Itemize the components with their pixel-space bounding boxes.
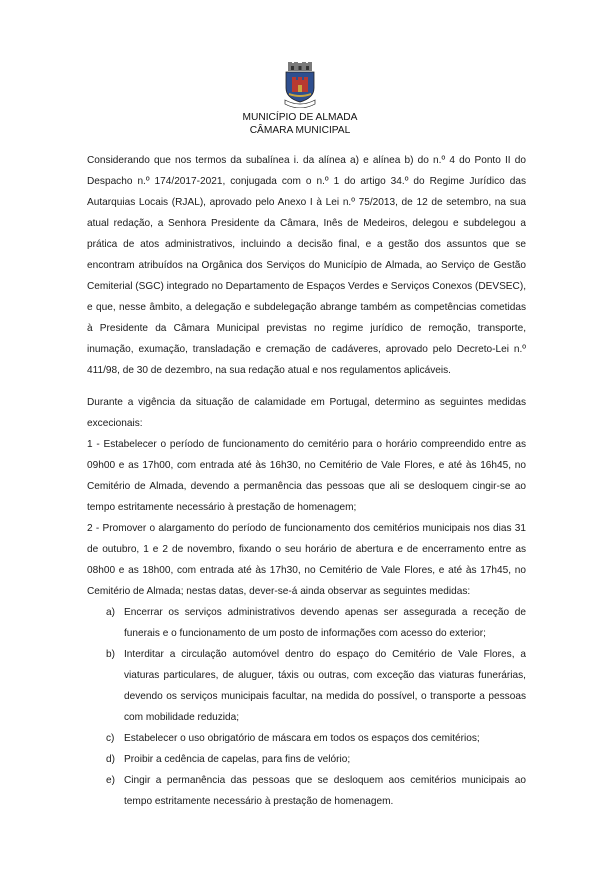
sub-item-a [87,602,526,644]
intro-paragraph: Considerando que nos termos da subalínea i. da alínea a) e alínea b) do n.º 4 do Ponto II do Despacho n.º 174/2017-2021, conjugada com o n.º 1 do artigo 34.º do Regime Jurídico das Autarquias Locais (RJAL), aprovado pelo Anexo I à Lei n.º 75/2013, de 12 de setembro, na sua atual redação, a Senhora Presidente da Câmara, Inês de Medeiros, delegou e subdelegou a prática de atos administrativos, incluindo a decisão final, e a gestão dos assuntos que se encontram atribuídos na Orgânica dos Serviços do Município de Almada, ao Serviço de Gestão Cemiterial (SGC) integrado no Departamento de Espaços Verdes e Serviços Conexos (DEVSEC), e que, nesse âmbito, a delegação e subdelegação abrange também as competências cometidas à Presidente da Câmara Municipal previstas no regime jurídico de remoção, transporte, inumação, exumação, transladação e cremação de cadáveres, aprovado pelo Decreto-Lei n.º 411/98, de 30 de dezembro, na sua redação atual e nos regulamentos aplicáveis. [87,155,526,376]
sub-item-text: Cingir a permanência das pessoas que se desloquem aos cemitérios municipais ao tempo estritamente necessário à prestação de homenagem. [124,775,526,807]
measure-2: 2 - Promover o alargamento do período de funcionamento dos cemitérios municipais nos dias 31 de outubro, 1 e 2 de novembro, fixando o seu horário de abertura e de encerramento entre as 08h00 e as 18h00, com entrada até às 17h30, no Cemitério de Vale Flores, e até às 17h45, no Cemitério de Almada; nestas datas, dever-se-á ainda observar as seguintes medidas: [87,523,526,597]
sub-item-label: d) [106,754,115,765]
sub-item-b [87,644,526,728]
council-name: CÂMARA MUNICIPAL [249,125,351,136]
sub-item-label: a) [106,607,115,618]
municipality-name: MUNICÍPIO DE ALMADA [242,112,358,123]
sub-item-label: c) [106,733,115,744]
sub-item-label: b) [106,649,115,660]
dispatch-body [87,150,526,812]
sub-item-text: Proibir a cedência de capelas, para fins de velório; [124,754,351,765]
municipal-coat-of-arms-icon [281,62,319,108]
sub-item-text: Encerrar os serviços administrativos devendo apenas ser assegurada a receção de funerais e o funcionamento de um posto de informações com acesso do exterior; [124,607,526,639]
sub-item-c [87,728,526,749]
sub-item-e [87,770,526,812]
sub-item-d [87,749,526,770]
sub-item-label: e) [106,775,115,786]
sub-item-text: Estabelecer o uso obrigatório de máscara em todos os espaços dos cemitérios; [124,733,480,744]
determination-paragraph: Durante a vigência da situação de calamidade em Portugal, determino as seguintes medidas excecionais: [87,397,526,429]
measure-1: 1 - Estabelecer o período de funcionamento do cemitério para o horário compreendido entre as 09h00 e as 17h00, com entrada até às 16h30, no Cemitério de Vale Flores, e até às 16h45, no Cemitério de Almada, devendo a permanência das pessoas que ali se desloquem cingir-se ao tempo estritamente necessário à prestação de homenagem; [87,439,526,513]
sub-item-text: Interditar a circulação automóvel dentro do espaço do Cemitério de Vale Flores, a viaturas particulares, de aluguer, táxis ou outras, com exceção das viaturas funerárias, devendo os serviços municipais facultar, na medida do possível, o transporte a pessoas com mobilidade reduzida; [124,649,526,723]
